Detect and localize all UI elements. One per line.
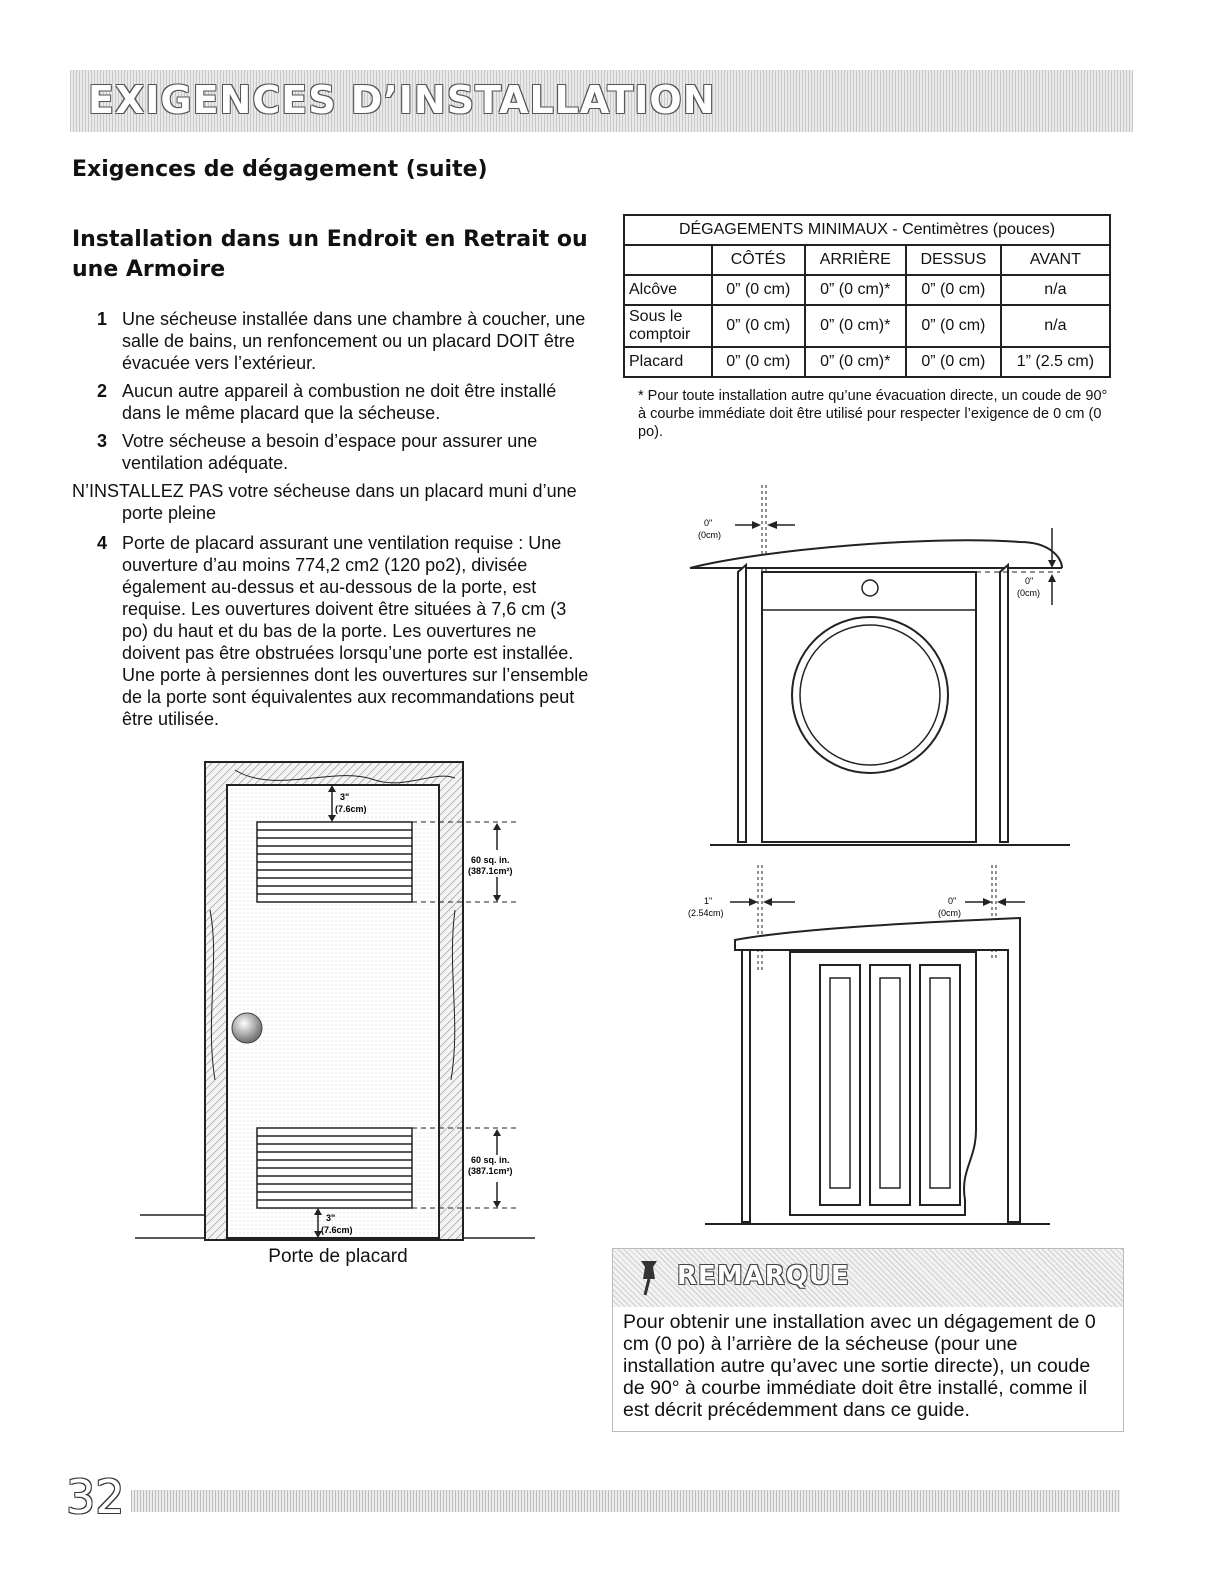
- list-item: [72, 380, 592, 424]
- warning-text: N’INSTALLEZ PAS votre sécheuse dans un placard muni d’une porte pleine: [72, 481, 577, 523]
- section-title: Installation dans un Endroit en Retrait ou une Armoire: [72, 227, 588, 282]
- table-cell: 0” (0 cm): [712, 275, 805, 305]
- table-row: [624, 275, 1110, 305]
- instruction-list: [72, 308, 592, 736]
- footer-bar: [80, 1490, 1120, 1512]
- item-text: Aucun autre appareil à combustion ne doit être installé dans le même placard que la sécheuse.: [122, 381, 557, 423]
- table-cell: n/a: [1001, 275, 1110, 305]
- area-bottom-cm: (387.1cm²): [468, 1166, 513, 1176]
- front-right-label: 0": [1025, 576, 1034, 586]
- note-title: REMARQUE: [677, 1261, 850, 1291]
- top-gap-cm: (7.6cm): [335, 804, 367, 814]
- item-text: Porte de placard assurant une ventilation requise : Une ouverture d’au moins 774,2 cm2 (120 po2), divisée également au-dessus et au-dessous de la porte, est requise. Les ouvertures doivent être situées à 7,6 cm (3 po) du haut et du bas de la porte. Les ouvertures ne doivent pas être obstruées lorsqu’une porte est installée. Une porte à persiennes dont les ouvertures sur l’ensemble de la porte sont équivalentes aux recommandations peut être utilisée.: [122, 533, 589, 729]
- clearance-table: [623, 214, 1111, 378]
- side-left-cm: (2.54cm): [688, 908, 724, 918]
- note-header: [613, 1249, 1123, 1307]
- table-header: CÔTÉS: [712, 245, 805, 275]
- header-banner: [70, 70, 1133, 132]
- front-right-cm: (0cm): [1017, 588, 1040, 598]
- door-knob: [232, 1013, 262, 1043]
- page-number: 32: [60, 1470, 131, 1524]
- table-row: [624, 347, 1110, 377]
- item-number: 3: [97, 431, 108, 451]
- table-title: DÉGAGEMENTS MINIMAUX - Centimètres (pouces): [624, 215, 1110, 245]
- table-header: DESSUS: [906, 245, 1001, 275]
- table-cell: 0” (0 cm): [906, 305, 1001, 347]
- table-cell: 0” (0 cm)*: [805, 275, 906, 305]
- door-caption: Porte de placard: [268, 1246, 408, 1267]
- louver-bottom: [257, 1128, 412, 1208]
- table-cell: 0” (0 cm)*: [805, 347, 906, 377]
- list-item: [72, 430, 592, 474]
- bottom-gap-label: 3": [326, 1213, 336, 1223]
- pushpin-icon: [635, 1259, 663, 1297]
- area-top-label: 60 sq. in.: [471, 855, 510, 865]
- table-cell: 0” (0 cm): [712, 305, 805, 347]
- table-cell: Alcôve: [624, 275, 712, 305]
- closet-door-diagram: [135, 760, 535, 1250]
- table-header: [624, 245, 712, 275]
- table-cell: n/a: [1001, 305, 1110, 347]
- item-text: Une sécheuse installée dans une chambre à coucher, une salle de bains, un renfoncement ou un placard DOIT être évacuée vers l’extérieur.: [122, 309, 586, 373]
- side-right-cm: (0cm): [938, 908, 961, 918]
- front-left-label: 0": [704, 518, 713, 528]
- front-left-cm: (0cm): [698, 530, 721, 540]
- side-right-label: 0": [948, 896, 957, 906]
- table-cell: 1” (2.5 cm): [1001, 347, 1110, 377]
- item-number: 4: [97, 533, 108, 553]
- table-cell: Sous le comptoir: [624, 305, 712, 347]
- table-cell: 0” (0 cm): [906, 275, 1001, 305]
- item-text: Votre sécheuse a besoin d’espace pour assurer une ventilation adéquate.: [122, 431, 538, 473]
- list-item: [72, 308, 592, 374]
- area-bottom-label: 60 sq. in.: [471, 1155, 510, 1165]
- area-top-cm: (387.1cm²): [468, 866, 513, 876]
- list-item: [72, 532, 592, 730]
- side-clearance-diagram: [680, 860, 1080, 1230]
- table-header: AVANT: [1001, 245, 1110, 275]
- section-subtitle: Exigences de dégagement (suite): [72, 157, 488, 182]
- table-footnote: * Pour toute installation autre qu’une évacuation directe, un coude de 90° à courbe immédiate doit être utilisé pour respecter l’exigence de 0 cm (0 po).: [638, 388, 1108, 440]
- page-title: EXIGENCES D’INSTALLATION: [88, 78, 716, 122]
- note-text: Pour obtenir une installation avec un dégagement de 0 cm (0 po) à l’arrière de la sécheuse (pour une installation autre qu’avec une sortie directe), un coude de 90° à courbe immédiate doit être installé, comme il est décrit précédemment dans ce guide.: [623, 1311, 1096, 1421]
- item-number: 1: [97, 309, 108, 329]
- front-clearance-diagram: [680, 480, 1080, 855]
- side-left-label: 1": [704, 896, 713, 906]
- table-cell: 0” (0 cm): [906, 347, 1001, 377]
- top-gap-label: 3": [340, 792, 350, 802]
- table-cell: 0” (0 cm): [712, 347, 805, 377]
- table-header: ARRIÈRE: [805, 245, 906, 275]
- table-cell: 0” (0 cm)*: [805, 305, 906, 347]
- louver-top: [257, 822, 412, 902]
- table-header-row: [624, 245, 1110, 275]
- table-cell: Placard: [624, 347, 712, 377]
- note-box: [612, 1248, 1124, 1432]
- item-number: 2: [97, 381, 108, 401]
- table-title-row: [624, 215, 1110, 245]
- knob-icon: [862, 580, 878, 596]
- table-row: [624, 305, 1110, 347]
- bottom-gap-cm: (7.6cm): [321, 1225, 353, 1235]
